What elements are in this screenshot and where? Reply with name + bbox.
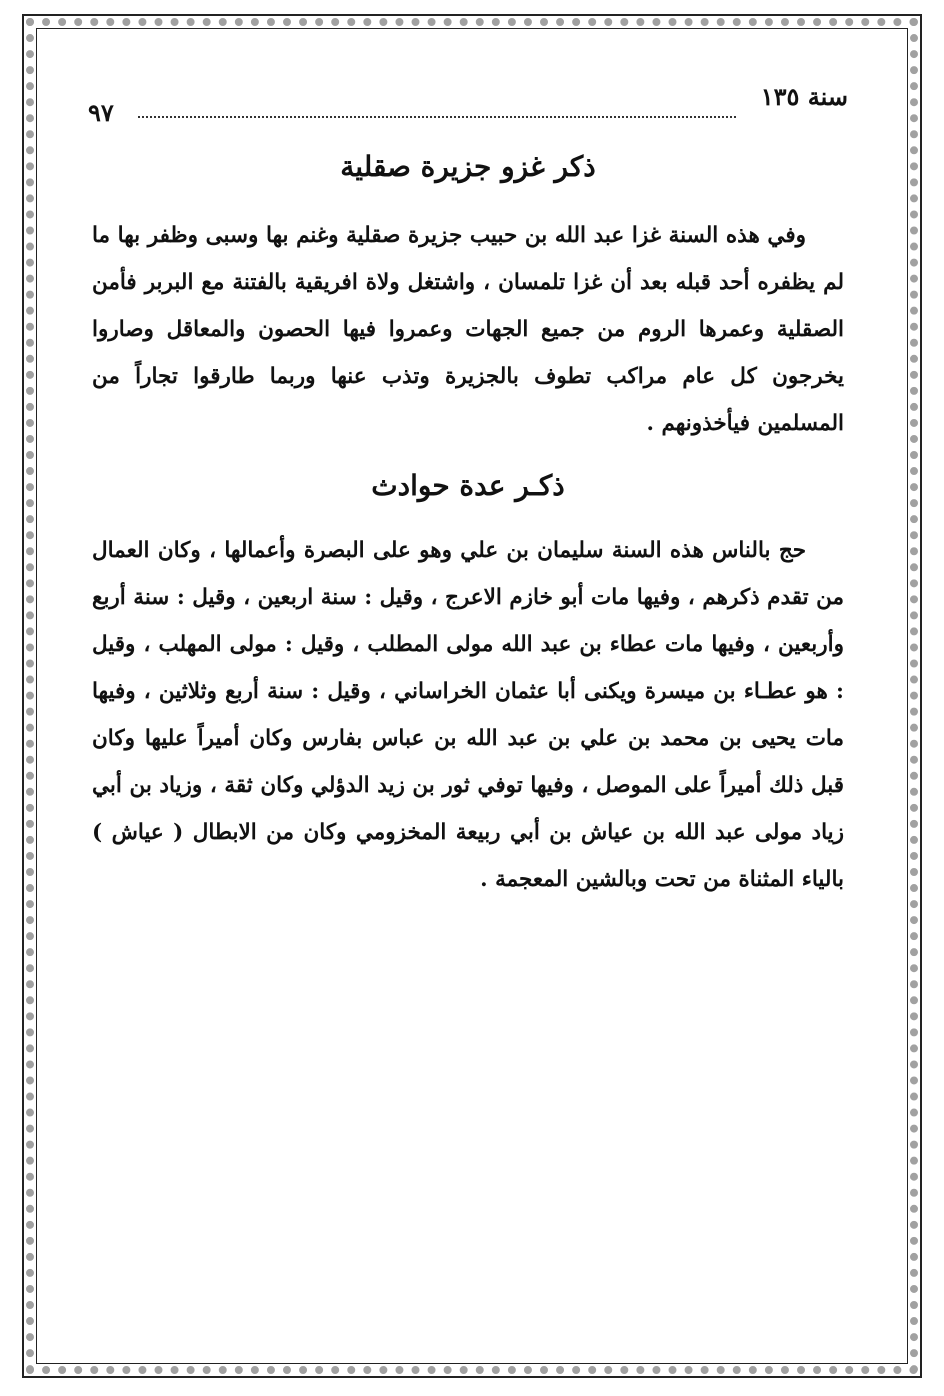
header-dotted-rule <box>138 116 736 118</box>
page-number: ٩٧ <box>88 98 114 127</box>
section-heading-sicily: ذكر غزو جزيرة صقلية <box>340 150 596 183</box>
running-head: سنة ١٣٥ <box>760 82 848 111</box>
page-content <box>92 140 844 915</box>
paragraph-sicily: وفي هذه السنة غزا عبد الله بن حبيب جزيرة صقلية وغنم بها وسبى وظفر بها ما لم يظفره أحد قبله بعد أن غزا تلمسان ، واشتغل ولاة افريقية بالفتنة مع البربر فأمن الصقلية وعمرها الروم من جميع الجهات وعمروا فيها الحصون والمعاقل وصاروا يخرجون كل عام مراكب تطوف بالجزيرة وتذب عنها وربما طارقوا تجاراً من المسلمين فيأخذونهم . <box>92 223 844 436</box>
section-heading-events: ذكـر عدة حوادث <box>371 469 565 502</box>
paragraph-events: حج بالناس هذه السنة سليمان بن علي وهو على البصرة وأعمالها ، وكان العمال من تقدم ذكرهم ، وفيها مات أبو خازم الاعرج ، وقيل : سنة اربعين ، وقيل : سنة أربع وأربعين ، وفيها مات عطاء بن عبد الله مولى المطلب ، وقيل : مولى المهلب ، وقيل : هو عطـاء بن ميسرة ويكنى أبا عثمان الخراساني ، وقيل : سنة أربع وثلاثين ، وفيها مات يحيى بن محمد بن علي بن عبد الله بن عباس بفارس وكان أميراً عليها وكان قبل ذلك أميراً على الموصل ، وفيها توفي ثور بن زيد الدؤلي وكان ثقة ، وزياد بن أبي زياد مولى عبد الله بن عياش بن أبي ربيعة المخزومي وكان من الابطال ( عياش ) بالياء المثناة من تحت وبالشين المعجمة . <box>92 538 844 892</box>
page-header <box>88 82 848 127</box>
